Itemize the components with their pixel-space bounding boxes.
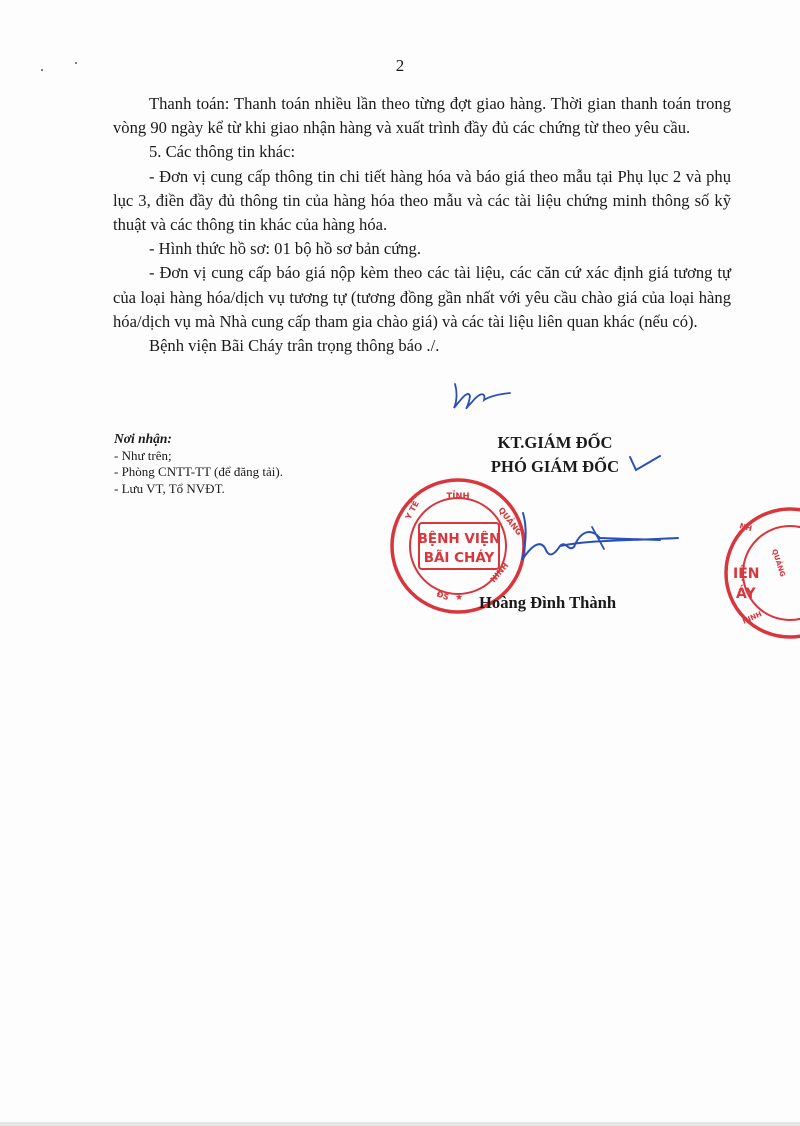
stamp-ring-bottom: ĐS xyxy=(435,589,451,603)
stamp-ring-top: TỈNH xyxy=(446,492,470,502)
info-paragraph-format: - Hình thức hồ sơ: 01 bộ hồ sơ bản cứng. xyxy=(149,239,421,259)
initial-mark xyxy=(454,384,510,408)
section-heading: 5. Các thông tin khác: xyxy=(149,142,296,162)
edge-stamp-partial xyxy=(726,509,800,637)
page-number: 2 xyxy=(395,56,405,75)
payment-paragraph: Thanh toán: Thanh toán nhiều lần theo từng đợt giao hàng. Thời gian thanh toán trong vòng 90 ngày kể từ khi giao nhận hàng và xuất trình đầy đủ các chứng từ theo yêu cầu. xyxy=(113,94,731,138)
stamp-ring-right: QUẢNG xyxy=(496,505,524,538)
svg-text:NINH: NINH xyxy=(741,610,764,626)
tick-mark xyxy=(630,456,660,470)
signature-title-line2: PHÓ GIÁM ĐỐC xyxy=(490,457,620,476)
signer-name: Hoàng Đình Thành xyxy=(479,593,617,612)
svg-text:ÁY: ÁY xyxy=(736,586,756,602)
svg-text:QUẢNG: QUẢNG xyxy=(770,548,787,578)
info-paragraph-documents: - Đơn vị cung cấp báo giá nộp kèm theo các tài liệu, các căn cứ xác định giá tương tự của loại hàng hóa/dịch vụ tương tự (tương đồng gần nhất với yêu cầu chào giá của loại hàng hóa/dịch vụ mà Nhà cung cấp tham gia chào giá) và các tài liệu liên quan khác (nếu có). xyxy=(113,263,731,331)
stamp-ring-right2: NINH xyxy=(488,560,511,585)
recipient-item: - Như trên; xyxy=(114,447,172,463)
svg-text:IỆN: IỆN xyxy=(733,566,760,582)
recipient-item: - Phòng CNTT-TT (để đăng tải). xyxy=(114,464,283,479)
stamp-center-line2: BÃI CHÁY xyxy=(423,550,495,566)
recipient-item: - Lưu VT, Tổ NVĐT. xyxy=(114,480,225,496)
recipients-label: Nơi nhận: xyxy=(114,431,172,446)
stamp-center-line1: BỆNH VIỆN xyxy=(417,531,501,547)
handwritten-signature xyxy=(522,513,678,560)
scan-edge xyxy=(0,1122,800,1126)
signature-title-line1: KT.GIÁM ĐỐC xyxy=(497,433,613,452)
svg-text:NH: NH xyxy=(738,521,753,534)
closing-line: Bệnh viện Bãi Cháy trân trọng thông báo ./. xyxy=(149,336,440,356)
info-paragraph-details: - Đơn vị cung cấp thông tin chi tiết hàng hóa và báo giá theo mẫu tại Phụ lục 2 và phụ lục 3, điền đầy đủ thông tin của hàng hóa theo mẫu và các tài liệu chứng minh thông số kỹ thuật và các thông tin khác của hàng hóa. xyxy=(113,166,731,235)
stamp-ring-left: Y TẾ xyxy=(403,499,421,521)
stamp-star-icon: ★ xyxy=(454,593,464,603)
